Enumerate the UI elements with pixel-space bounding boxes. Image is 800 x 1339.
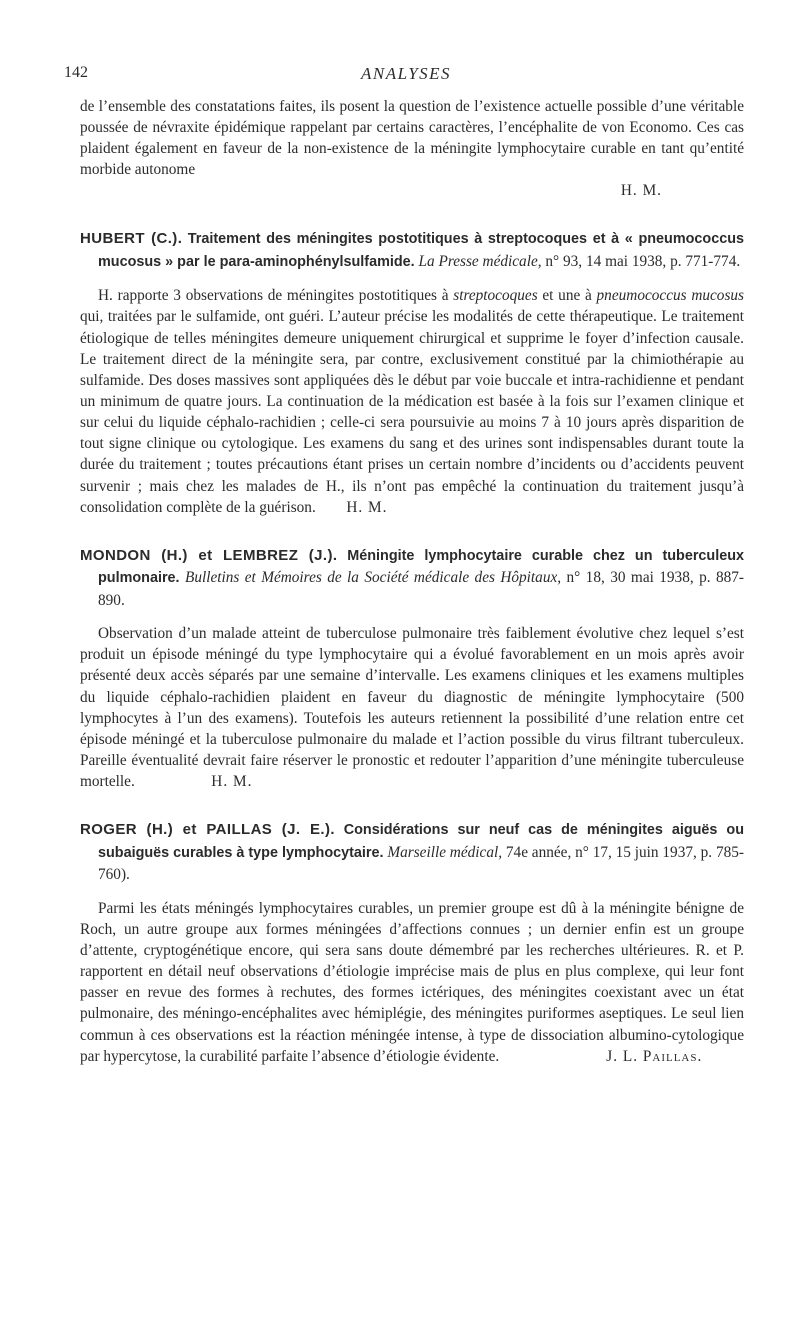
entry-body [80, 623, 744, 792]
entry-title: Méningite lymphocytaire curable chez un tuberculeux pulmonaire. [98, 547, 745, 587]
page-header [64, 64, 748, 88]
entry-author: ROGER (H.) et PAILLAS (J. E.). [80, 821, 335, 839]
entry-citation: 74e année, n° 17, 15 juin 1937, p. 785-760). [98, 843, 744, 884]
entry-heading [80, 228, 744, 273]
entry-title: Traitement des méningites postotitiques à streptocoques et à « pneumococcus mucosus » par le para-aminophénylsulfamide. [98, 231, 745, 270]
review-entry [80, 228, 744, 518]
entry-body-part: qui, traitées par le sulfamide, ont guéri. L’auteur précise les modalités de cette thérapeutique. Le traitement étiologique de telles méningites demeure uniquement chirurgical et supprime le foyer d’infection causale. Le traitement direct de la méningite sera, par contre, exclusivement constitué par la chimiothérapie au sulfamide. Des doses massives sont appliquées dès le début par voie buccale et intra-rachidienne et pendant un minimum de quatre jours. La continuation de la médication est basée à la fois sur l’examen clinique et sur celui du liquide céphalo-rachidien ; celle-ci sera poursuivie au moins 7 à 10 jours après disparition de tout signe clinique ou cytologique. Les examens du sang et des urines sont indispensables durant toute la durée du traitement ; toutes précautions étant prises un certain nombre d’incidents ou d’accidents peuvent survenir ; mais chez les malades de H., ils n’ont pas empêché la continuation du traitement jusqu’à consolidation complète de la guérison. [80, 308, 744, 516]
entry-body-part: et une à [537, 287, 597, 305]
page-content [80, 96, 744, 1067]
entry-body-part: Observation d’un malade atteint de tuberculose pulmonaire très faiblement évolutive chez lequel s’est produit un épisode méningé du type lymphocytaire qui a évolué favorablement en un mois après avoir présenté deux accès séparés par une semaine d’intervalle. Les examens cliniques et les examens multiples du liquide céphalo-rachidien plaident en faveur du diagnostic de méningite lymphocytaire (500 lymphocytes à l’un des examens). Toutefois les auteurs retiennent la possibilité d’une relation entre cet épisode méningé et la tuberculose pulmonaire du malade et l’action possible du virus filtrant tuberculeux. Pareille éventualité devrait faire réserver le pronostic et redouter l’apparition d’une méningite tuberculeuse mortelle. [80, 625, 744, 791]
entry-signature: H. M. [211, 773, 253, 791]
entry-heading [80, 545, 744, 611]
continuation-signature: H. M. [620, 182, 662, 200]
entry-signature: J. L. Paillas. [606, 1047, 703, 1065]
entry-heading [80, 819, 744, 885]
entry-body-part: Parmi les états méningés lymphocytaires curables, un premier groupe est dû à la méningite bénigne de Roch, un autre groupe aux formes méningées d’affections connues ; un dernier enfin est un groupe d’attente, cryptogénétique encore, qui sera sans doute démembré par les recherches ultérieures. R. et P. rapportent en détail neuf observations d’étiologie imprécise mais de plus en plus complexe, qui leur font passer en revue des formes à rechutes, des formes ictériques, des méningites coexistant avec un état pulmonaire, des méningo-encéphalites avec hémiplégie, des méningites puriformes aseptiques. Le seul lien commun à ces observations est la réaction méningée intense, à type de dissociation albumino-cytologique par hypercytose, la curabilité parfaite l’absence d’étiologie évidente. [80, 899, 744, 1065]
entry-author: MONDON (H.) et LEMBREZ (J.). [80, 546, 338, 564]
continuation-text: de l’ensemble des constatations faites, ils posent la question de l’existence actuelle possible d’une véritable poussée de névraxite épidémique rappelant par certains caractères, l’encéphalite de von Economo. Ces cas plaident également en faveur de la non-existence de la méningite lymphocytaire curable en tant qu’entité morbide autonome [80, 98, 744, 179]
entry-citation: n° 18, 30 mai 1938, p. 887-890. [98, 569, 744, 609]
entry-journal: Bulletins et Mémoires de la Société médicale des Hôpitaux, [184, 569, 562, 587]
review-entry [80, 819, 744, 1066]
running-title: ANALYSES [360, 64, 452, 83]
entry-signature: H. M. [346, 498, 388, 516]
entry-citation: n° 93, 14 mai 1938, p. 771-774. [545, 252, 741, 270]
review-entry [80, 545, 744, 792]
entry-body-part: H. rapporte 3 observations de méningites postotitiques à [98, 287, 454, 305]
entry-body-emphasis: streptocoques [453, 287, 538, 305]
entry-title: Considérations sur neuf cas de méningites aiguës ou subaiguës curables à type lymphocytaire. [98, 822, 744, 861]
entry-journal: Marseille médical, [387, 843, 503, 861]
entry-author: HUBERT (C.). [80, 230, 183, 248]
entry-body [80, 898, 744, 1067]
page-number: 142 [64, 64, 88, 81]
entry-body-emphasis: pneumococcus mucosus [596, 287, 745, 305]
entry-journal: La Presse médicale, [418, 252, 542, 270]
entry-body [80, 285, 744, 518]
